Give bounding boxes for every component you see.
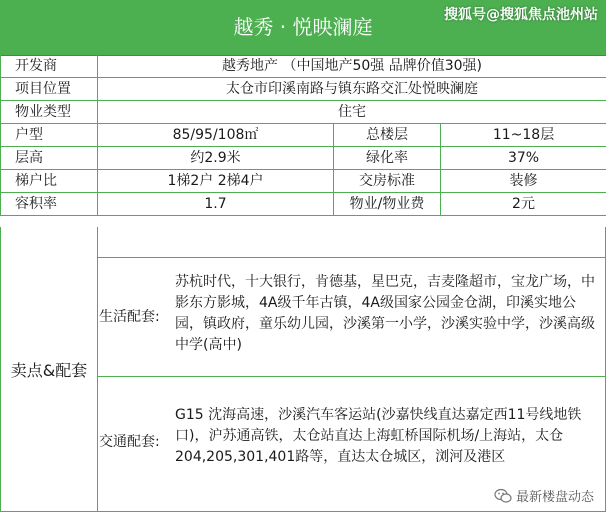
property-info-table	[0, 54, 606, 216]
traffic-text: G15 沈海高速，沙溪汽车客运站(沙嘉快线直达嘉定西11号线地铁口)，沪苏通高铁，太仓站直达上海虹桥国际机场/上海站，太仓204,205,301,401路等，直达太仓城区，浏河及港区	[175, 407, 582, 465]
row-value: 装修	[441, 170, 606, 193]
selling-points-content	[97, 227, 606, 512]
footer-watermark-text: 最新楼盘动态	[515, 490, 594, 505]
table-row	[1, 55, 606, 78]
life-amenities-block	[97, 258, 605, 377]
row-value: 11~18层	[441, 124, 606, 147]
row-value: 2元	[441, 193, 606, 216]
row-label: 绿化率	[334, 147, 441, 170]
row-label: 开发商	[1, 55, 98, 78]
empty-band	[97, 227, 605, 258]
row-label: 容积率	[1, 193, 98, 216]
row-value: 1梯2户 2梯4户	[98, 170, 334, 193]
row-value: 住宅	[98, 101, 606, 124]
table-row	[1, 147, 606, 170]
life-amenities-text: 苏杭时代，十大银行，肯德基，星巴克，吉麦隆超市，宝龙广场，中影东方影城，4A级千年古镇，4A级国家公园金仓湖，印溪实地公园，镇政府，童乐幼儿园，沙溪第一小学，沙溪实验中学，沙溪高级中学(高中)	[175, 274, 595, 353]
title-banner	[0, 0, 606, 56]
wechat-icon	[494, 488, 512, 504]
table-row	[1, 101, 606, 124]
row-value: 约2.9米	[98, 147, 334, 170]
row-label: 层高	[1, 147, 98, 170]
table-row	[1, 78, 606, 101]
row-value: 1.7	[98, 193, 334, 216]
traffic-label: 交通配套:	[99, 434, 160, 450]
table-row	[1, 193, 606, 216]
row-label: 物业类型	[1, 101, 98, 124]
row-label: 梯户比	[1, 170, 98, 193]
selling-points-label: 卖点&配套	[0, 227, 98, 512]
row-label: 交房标准	[334, 170, 441, 193]
row-label: 户型	[1, 124, 98, 147]
table-row	[1, 170, 606, 193]
row-label: 总楼层	[334, 124, 441, 147]
row-value: 太仓市印溪南路与镇东路交汇处悦映澜庭	[98, 78, 606, 101]
footer-watermark	[494, 486, 594, 505]
table-row	[1, 124, 606, 147]
row-label: 物业/物业费	[334, 193, 441, 216]
selling-points-section	[0, 227, 606, 513]
row-value: 37%	[441, 147, 606, 170]
source-watermark: 搜狐号@搜狐焦点池州站	[444, 7, 598, 23]
row-value: 85/95/108㎡	[98, 124, 334, 147]
page-title: 越秀 · 悦映澜庭	[233, 15, 373, 39]
life-amenities-label: 生活配套:	[99, 309, 160, 325]
row-value: 越秀地产 （中国地产50强 品牌价值30强)	[98, 55, 606, 78]
row-label: 项目位置	[1, 78, 98, 101]
